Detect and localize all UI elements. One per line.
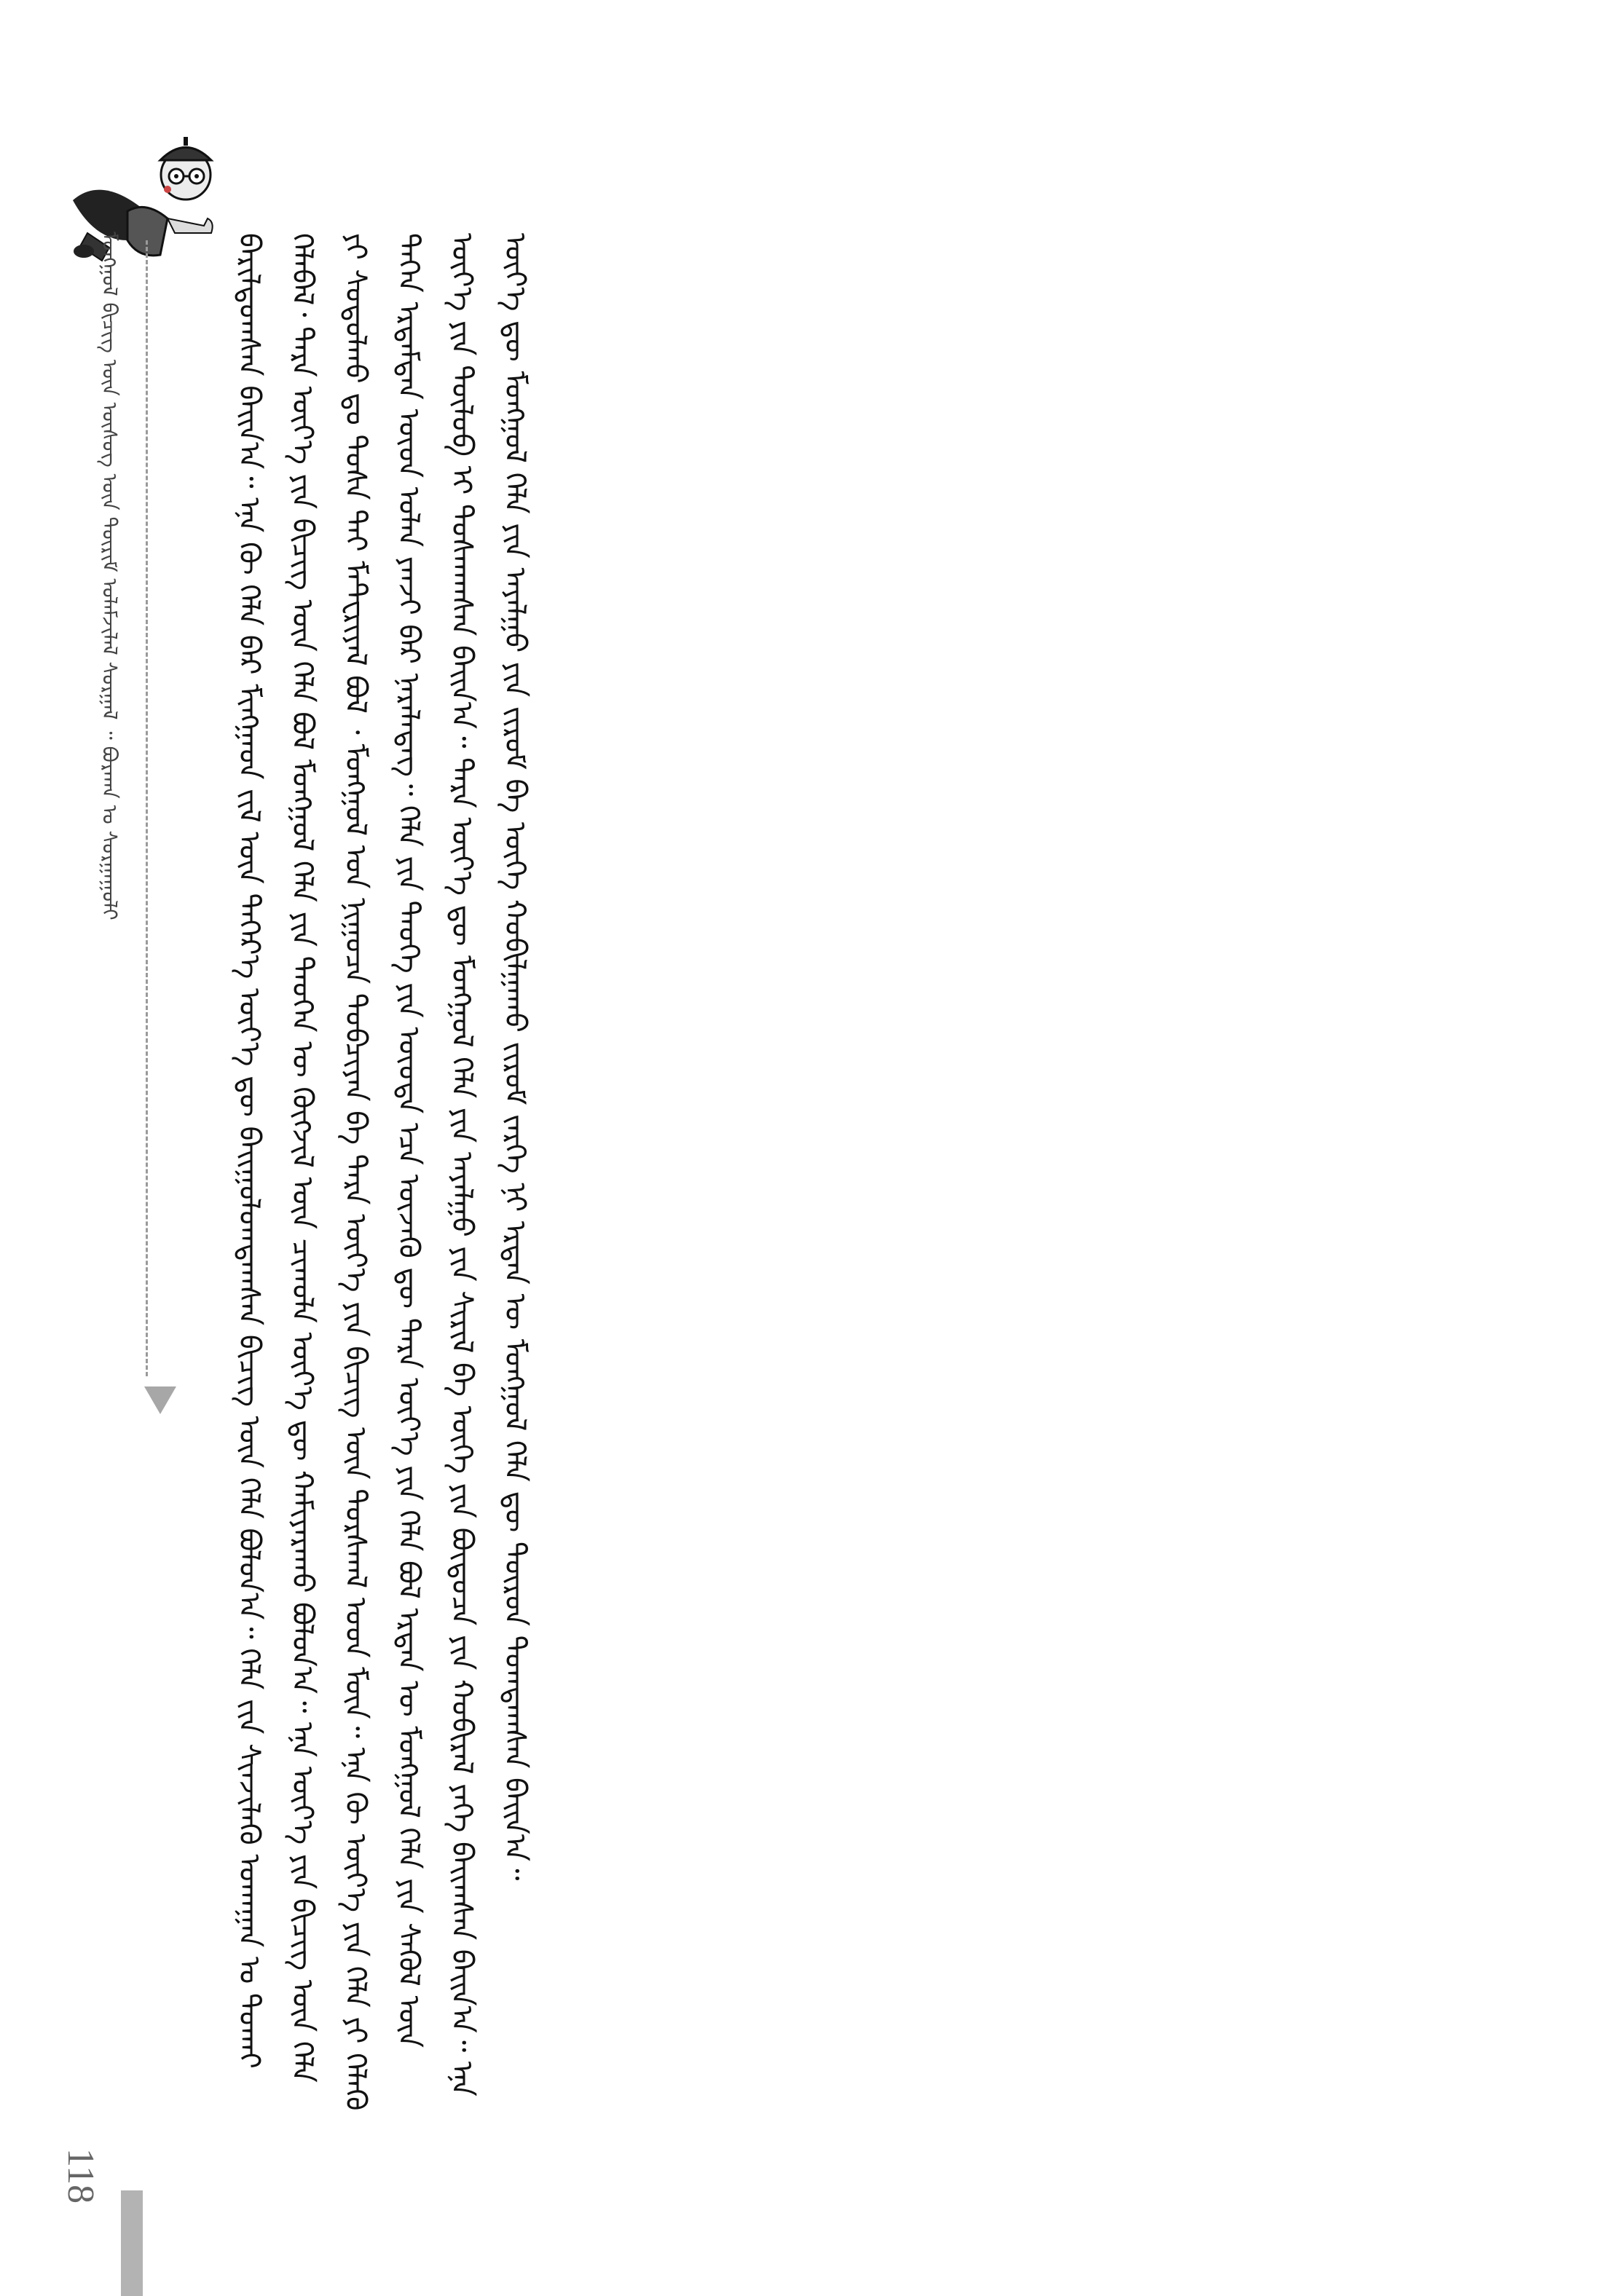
triangle-marker-icon <box>144 1386 176 1414</box>
page-edge-tab <box>121 2190 143 2296</box>
body-paragraph: ᠪᠠᠷᠢᠯᠳᠤᠭᠰᠠᠨ ᠪᠠᠢᠨ᠎ᠠ᠃ ᠡᠨᠡ ᠬᠦ ᠬᠡᠯᠡ ᠪᠡᠷ ᠮᠢᠩᠭᠠᠳ ᠵᠢᠯ ᠦᠨ ᠳᠡᠭᠡᠷ᠎ᠡ ᠦᠶ᠎ᠡ ᠳᠦ ᠪᠠᠢᠭᠤᠯᠤᠭᠳᠠᠭᠰᠠᠨ ᠪᠢᠴᠢᠭ ᠦᠨ ᠬᠡᠯᠡ ᠪᠣᠯᠤᠨ᠎ᠠ᠃ ᠬᠡᠯᠡ ᠵᠢᠨ ᠰᠢᠨᠵᠢᠯᠡᠬᠦ ᠤᠬᠠᠭᠠᠨ ᠤ ᠲᠤᠬᠠᠢ ᠬᠡᠯᠡᠪᠡᠯ᠂ ᠲᠡᠷᠡ ᠦᠶ᠎ᠡ ᠶᠢᠨ ᠪᠢᠴᠢᠭ ᠦᠨ ᠬᠡᠯᠡ ᠪᠣᠯ ᠮᠣᠩᠭᠣᠯ ᠬᠡᠯᠡ ᠶᠢᠨ ᠲᠡᠦᠬᠡᠨ ᠦ ᠬᠥᠭᠵᠢᠯ ᠦᠨ ᠴᠢᠬᠤᠯᠠ ᠦᠶ᠎ᠡ ᠳᠦ ᠬᠠᠮᠢᠶᠠᠷᠠᠬᠤ ᠪᠣᠯᠤᠨ᠎ᠠ᠃ ᠡᠨᠡ ᠦᠶ᠎ᠡ ᠶᠢᠨ ᠪᠢᠴᠢᠭ ᠦᠨ ᠬᠡᠯᠡ ᠶᠢ ᠰᠤᠳᠤᠯᠬᠤ ᠳᠤ ᠲᠤᠰᠠ ᠲᠠᠢ ᠮᠠᠲᠧᠷᠢᠶᠠᠯ ᠪᠣᠯ ᠂ ᠮᠣᠩᠭᠣᠯ ᠤᠨ ᠨᠢᠭᠤᠴᠠ ᠲᠣᠪᠴᠢᠶᠠᠨ ᠪᠠ ᠲᠡᠷᠡ ᠦᠶ᠎ᠡ ᠶᠢᠨ ᠪᠢᠴᠢᠭ᠌ ᠦᠨ ᠳᠤᠷᠰᠬᠠᠯ ᠤᠳ ᠮᠥᠨ᠃ ᠡᠨᠡ ᠬᠦ ᠦᠶ᠎ᠡ ᠶᠢᠨ ᠬᠡᠯᠡ ᠶᠢ ᠬᠡᠯᠡᠬᠦ ᠳᠡᠭᠡᠨ ᠡᠷᠳᠡᠮᠲᠡᠨ ᠦᠳ ᠣᠯᠠᠨ ᠶᠠᠨᠵᠢ ᠪᠡᠷ ᠨᠡᠷᠡᠯᠡᠳᠡᠭ᠃ ᠬᠡᠯᠡ ᠶᠢᠨ ᠲᠡᠦᠬᠡ ᠶᠢᠨ ᠦᠦᠳᠡ ᠡᠴᠡ ᠦᠵᠡᠬᠦ ᠳᠦ ᠲᠡᠷᠡ ᠦᠶ᠎ᠡ ᠶᠢᠨ ᠬᠡᠯᠡ ᠪᠣᠯ ᠡᠷᠲᠡᠨ ᠦ ᠮᠣᠩᠭᠣᠯ ᠬᠡᠯᠡ ᠶᠢᠨ ᠰᠡᠭᠦᠯ ᠦᠨ ᠦᠶ᠎ᠡ ᠶᠢᠨ ᠲᠥᠯᠦᠪ ᠢ ᠲᠤᠰᠬᠠᠭᠰᠠᠨ ᠪᠠᠢᠨ᠎ᠠ᠃ ᠲᠡᠷᠡ ᠦᠶ᠎ᠡ ᠳᠦ ᠮᠣᠩᠭᠣᠯ ᠬᠡᠯᠡ ᠶᠢᠨ ᠠᠶᠠᠯᠭᠤ ᠶᠢᠨ ᠰᠢᠷᠢᠯ ᠪᠠ ᠦᠭᠡ ᠶᠢᠨ ᠪᠦᠲᠦᠴᠡ ᠶᠢᠨ ᠬᠤᠪᠢᠷᠠᠯ ᠶᠡᠬᠡ ᠪᠠᠢᠭᠰᠠᠨ ᠪᠠᠢᠨ᠎ᠠ᠃ ᠡᠨᠡ ᠦᠶ᠎ᠡ ᠳᠦ ᠮᠣᠩᠭᠣᠯ ᠬᠡᠯᠡ ᠶᠢᠨ ᠠᠶᠠᠯᠭᠤ ᠶᠢᠨ ᠵᠢᠷᠤᠮ ᠪᠠ ᠦᠭᠡ ᠬᠤᠪᠢᠯᠭᠠᠬᠤ ᠵᠢᠷᠤᠮ ᠵᠡᠷᠭᠡ ᠨᠢ ᠡᠷᠲᠡᠨ ᠦ ᠮᠣᠩᠭᠣᠯ ᠬᠡᠯᠡ ᠳᠦ ᠲᠥᠷᠦᠨ ᠲᠣᠭᠲᠠᠭᠰᠠᠨ ᠪᠠᠢᠨ᠎ᠠ᠃ <box>232 233 532 2111</box>
page-number: 118 <box>60 2148 101 2204</box>
header-dashed-divider <box>146 240 148 1376</box>
running-header-title: ᠮᠣᠩᠭᠣᠯ ᠪᠢᠴᠢᠭ ᠦᠨ ᠦᠰᠦᠭ ᠦᠨ ᠳᠦᠷᠢᠮ ᠤᠯᠠᠮᠵᠢᠯᠠᠯ ᠰᠤᠷᠭᠠᠯ ᠃ ᠪᠤᠷᠬᠠᠨ ᠤ ᠰᠤᠷᠭᠠᠭᠤᠯᠢ <box>98 232 122 920</box>
body-text-block <box>222 233 1439 2112</box>
mascot-boy-icon <box>58 131 226 277</box>
